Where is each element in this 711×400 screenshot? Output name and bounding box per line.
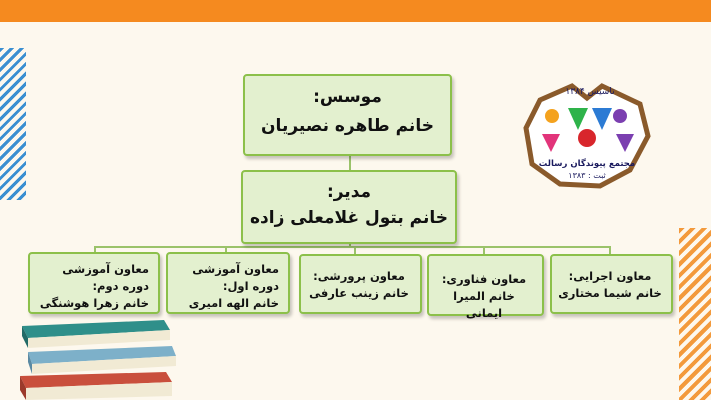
deputy-title: معاون فناوری: (441, 272, 527, 286)
deputy-subtitle: دوره دوم: (92, 279, 149, 293)
logo-figure-orange (545, 109, 559, 123)
manager-box (241, 170, 457, 244)
deputy-subtitle: دوره اول: (222, 279, 279, 293)
deputy-name: خانم زهرا هوشنگی (39, 296, 149, 310)
top-orange-band (0, 0, 711, 22)
logo-figure-purple (613, 109, 627, 123)
deputy-name: خانم الهه امیری (188, 296, 279, 310)
deputy-box-technology (427, 254, 544, 320)
right-stripe-decoration (679, 228, 711, 400)
logo-name: مجتمع پیوندگان رسالت (538, 159, 636, 169)
logo-top-text: تاسیس ۱۳۸۴ (565, 87, 615, 97)
founder-name: خانم طاهره نصیریان (261, 116, 434, 136)
founder-role: موسس: (313, 87, 382, 107)
logo-emblem (578, 129, 596, 147)
manager-role: مدیر: (326, 182, 372, 202)
deputy-box-executive (550, 254, 673, 314)
books-illustration (14, 308, 179, 400)
deputy-box-culture (299, 254, 422, 314)
connector-deputy-1 (609, 246, 611, 254)
connector-bus (94, 246, 610, 248)
deputy-box-education-2 (28, 252, 160, 314)
connector-deputy-2 (483, 246, 485, 254)
left-stripe-decoration (0, 48, 26, 200)
deputy-name: خانم شیما مختاری (558, 286, 662, 300)
connector-deputy-3 (354, 246, 356, 254)
deputy-title: معاون پرورشی: (313, 269, 405, 283)
founder-box (243, 74, 452, 156)
deputy-title: معاون آموزشی (62, 262, 149, 276)
school-logo (520, 78, 655, 193)
manager-name: خانم بتول غلامعلی زاده (250, 208, 448, 228)
book-top (22, 320, 170, 348)
logo-reg-text: ثبت : ۱۳۸۳ (568, 171, 606, 180)
book-middle (28, 346, 176, 374)
deputy-box-education-1 (166, 252, 290, 314)
deputy-title: معاون آموزشی (192, 262, 279, 276)
connector-founder-manager (349, 154, 351, 170)
deputy-name: خانم المیرا ایمانی (453, 289, 515, 320)
deputy-title: معاون اجرایی: (568, 269, 652, 283)
book-bottom (20, 372, 172, 400)
deputy-name: خانم زینب عارفی (309, 286, 409, 300)
